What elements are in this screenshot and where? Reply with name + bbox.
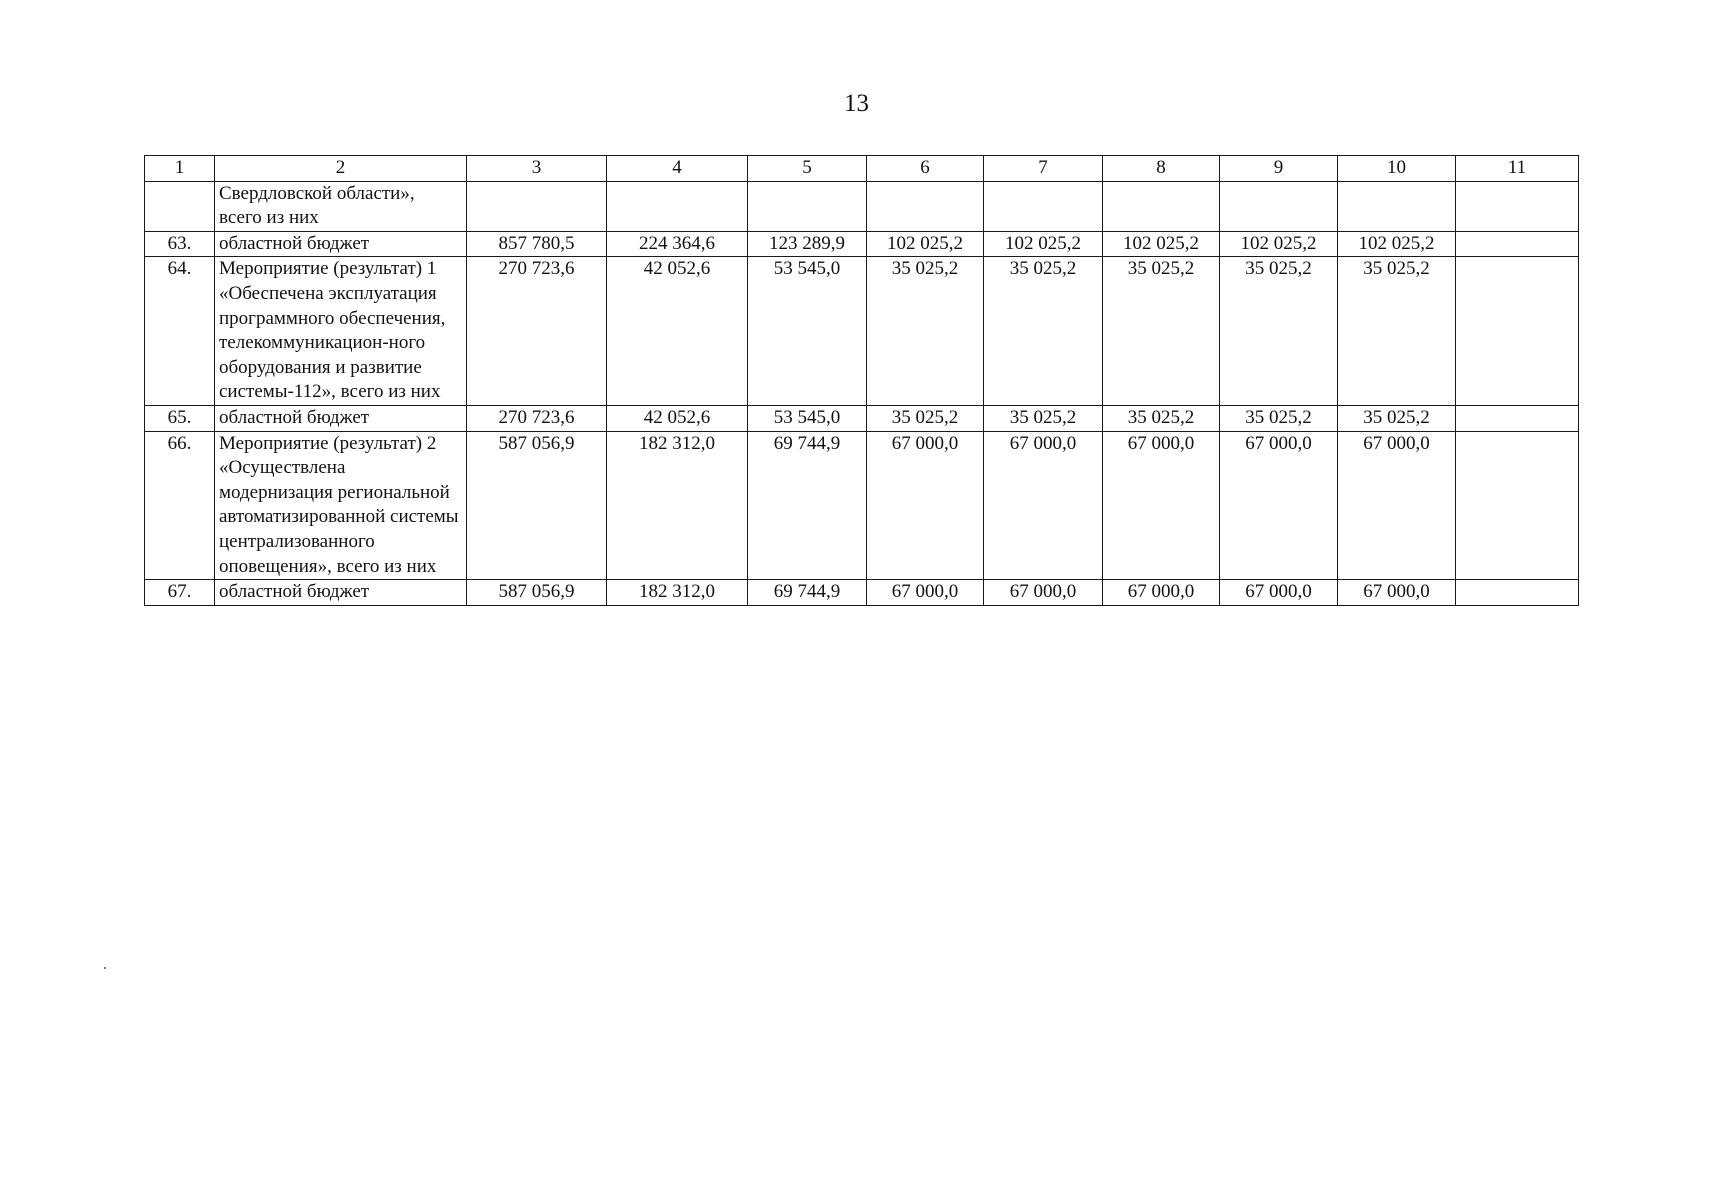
value-cell: 69 744,9: [748, 580, 867, 606]
value-cell: 35 025,2: [867, 405, 984, 431]
value-cell: 42 052,6: [607, 405, 748, 431]
table-row: [145, 257, 1579, 406]
value-cell: [1456, 231, 1579, 257]
value-cell: 102 025,2: [984, 231, 1103, 257]
scan-speck: [104, 967, 106, 969]
column-header: 7: [984, 156, 1103, 182]
value-cell: 35 025,2: [1103, 405, 1220, 431]
row-index: 67.: [145, 580, 215, 606]
value-cell: 35 025,2: [867, 257, 984, 406]
row-index: 66.: [145, 431, 215, 580]
value-cell: 35 025,2: [1103, 257, 1220, 406]
value-cell: 67 000,0: [984, 580, 1103, 606]
column-header: 8: [1103, 156, 1220, 182]
row-name: Мероприятие (результат) 1 «Обеспечена эксплуатация программного обеспечения, телекоммуникацион-ного оборудования и развитие системы-112», всего из них: [215, 257, 467, 406]
table-row: [145, 231, 1579, 257]
value-cell: 182 312,0: [607, 580, 748, 606]
column-header: 10: [1338, 156, 1456, 182]
value-cell: 182 312,0: [607, 431, 748, 580]
value-cell: 270 723,6: [467, 405, 607, 431]
column-number-row: [145, 156, 1579, 182]
table-row: [145, 405, 1579, 431]
column-header: 1: [145, 156, 215, 182]
value-cell: 67 000,0: [1220, 580, 1338, 606]
value-cell: [748, 181, 867, 231]
budget-table: [144, 155, 1579, 606]
column-header: 9: [1220, 156, 1338, 182]
value-cell: 53 545,0: [748, 257, 867, 406]
value-cell: [467, 181, 607, 231]
value-cell: [1456, 431, 1579, 580]
value-cell: [1220, 181, 1338, 231]
column-header: 5: [748, 156, 867, 182]
value-cell: 35 025,2: [1338, 405, 1456, 431]
row-index: [145, 181, 215, 231]
value-cell: 67 000,0: [1103, 431, 1220, 580]
column-header: 3: [467, 156, 607, 182]
value-cell: 35 025,2: [984, 257, 1103, 406]
value-cell: 67 000,0: [1338, 580, 1456, 606]
value-cell: 67 000,0: [867, 580, 984, 606]
column-header: 6: [867, 156, 984, 182]
value-cell: 35 025,2: [984, 405, 1103, 431]
value-cell: 587 056,9: [467, 580, 607, 606]
value-cell: 42 052,6: [607, 257, 748, 406]
value-cell: [1456, 580, 1579, 606]
value-cell: [1103, 181, 1220, 231]
value-cell: [1338, 181, 1456, 231]
value-cell: 69 744,9: [748, 431, 867, 580]
value-cell: 67 000,0: [1103, 580, 1220, 606]
value-cell: 67 000,0: [1220, 431, 1338, 580]
column-header: 4: [607, 156, 748, 182]
value-cell: 123 289,9: [748, 231, 867, 257]
row-index: 63.: [145, 231, 215, 257]
value-cell: 35 025,2: [1338, 257, 1456, 406]
value-cell: 102 025,2: [1103, 231, 1220, 257]
value-cell: 35 025,2: [1220, 405, 1338, 431]
value-cell: 587 056,9: [467, 431, 607, 580]
page-number: 13: [844, 90, 869, 117]
column-header: 11: [1456, 156, 1579, 182]
value-cell: [1456, 181, 1579, 231]
value-cell: 35 025,2: [1220, 257, 1338, 406]
value-cell: 224 364,6: [607, 231, 748, 257]
value-cell: 67 000,0: [1338, 431, 1456, 580]
value-cell: 67 000,0: [867, 431, 984, 580]
row-name: областной бюджет: [215, 580, 467, 606]
value-cell: 67 000,0: [984, 431, 1103, 580]
row-name: Свердловской области», всего из них: [215, 181, 467, 231]
value-cell: 102 025,2: [1338, 231, 1456, 257]
value-cell: [1456, 257, 1579, 406]
value-cell: 102 025,2: [1220, 231, 1338, 257]
table-row: [145, 431, 1579, 580]
row-name: областной бюджет: [215, 231, 467, 257]
value-cell: [607, 181, 748, 231]
column-header: 2: [215, 156, 467, 182]
value-cell: 270 723,6: [467, 257, 607, 406]
row-name: Мероприятие (результат) 2 «Осуществлена модернизация региональной автоматизированной системы централизованного оповещения», всего из них: [215, 431, 467, 580]
row-index: 64.: [145, 257, 215, 406]
row-index: 65.: [145, 405, 215, 431]
value-cell: 857 780,5: [467, 231, 607, 257]
table-row: [145, 580, 1579, 606]
value-cell: [867, 181, 984, 231]
value-cell: 53 545,0: [748, 405, 867, 431]
value-cell: [984, 181, 1103, 231]
table-row: [145, 181, 1579, 231]
value-cell: 102 025,2: [867, 231, 984, 257]
value-cell: [1456, 405, 1579, 431]
row-name: областной бюджет: [215, 405, 467, 431]
